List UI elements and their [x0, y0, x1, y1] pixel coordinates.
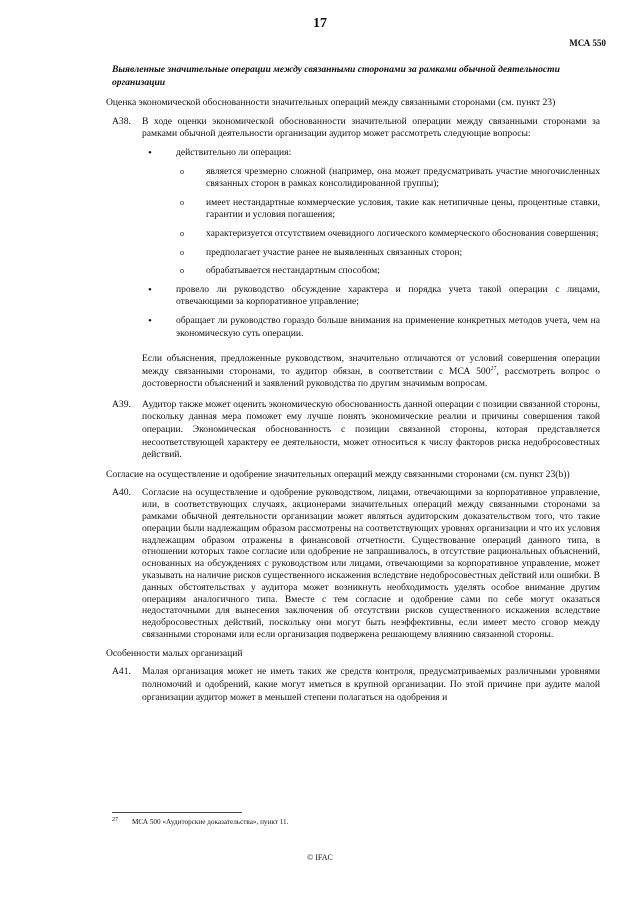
page-number: 17: [313, 16, 327, 31]
subheading-approval: Согласие на осуществление и одобрение значительных операций между связанными сторонами (см. пункт 23(b)): [106, 468, 570, 480]
paragraph-number: A40.: [112, 487, 131, 499]
continuation-part: Если объяснения, предложенные руководством, значительно отличаются от условий совершения операции между связанными сторонами, то аудитор обязан, в соответствии с МСА 500: [142, 353, 600, 377]
paragraph-text: Согласие на осуществление и одобрение руководством, лицами, отвечающими за корпоративное управление, или, в соответствующих случаях, акционерами значительных операций между связанными сторонами за рамками обычной деятельности организации может являться аудиторским доказательством того, что такие операции были надлежащим образом рассмотрены на соответствующих уровнях организации и что их условия надлежащим образом отражены в финансовой отчетности. Существование операций данного типа, в отношении которых такое согласие или одобрение не запрашивалось, в отсутствие рациональных объяснений, основанных на обсуждениях с руководством или лицами, отвечающими за корпоративное управление, может указывать на наличие рисков существенного искажения вследствие недобросовестных действий или ошибки. В данных обстоятельствах у аудитора может возникнуть необходимость уделять особое внимание другим операциям аналогичного типа. Вместе с тем согласие и одобрение сами по себе могут оказаться недостаточными для вынесения заключения об отсутствии рисков существенного искажения вследствие недобросовестных действий, поскольку они могут быть неэффективны, если имеет место сговор между связанными сторонами или если организация подвержена решающему влиянию связанной стороны.: [142, 487, 600, 640]
footnote-ref: 27: [490, 365, 497, 372]
bullet-item: • провело ли руководство обсуждение характера и порядка учета такой операции с лицами, отвечающими за корпоративное управление;: [142, 284, 600, 309]
copyright-footer: © IFAC: [307, 853, 333, 862]
sub-list: [176, 166, 600, 278]
paragraph-a41: [112, 666, 600, 704]
paragraph-a39: [112, 399, 600, 462]
bullet-list: [142, 147, 600, 340]
bullet-item: [142, 147, 600, 278]
sub-item: o является чрезмерно сложной (например, она может предусматривать участие многочисленных связанных сторон в рамках консолидированной группы);: [176, 166, 600, 191]
bullet-item: • обращает ли руководство гораздо больше внимания на применение конкретных методов учета, чем на экономическую суть операции.: [142, 315, 600, 340]
subheading-economic-rationale: Оценка экономической обоснованности значительных операций между связанными сторонами (см. пункт 23): [106, 97, 556, 109]
paragraph-number: A41.: [112, 666, 131, 678]
subheading-small-entities: Особенности малых организаций: [106, 647, 243, 659]
paragraph-a38: [112, 116, 600, 346]
sub-item: o обрабатывается нестандартным способом;: [176, 265, 600, 278]
continuation-text: [142, 353, 600, 391]
continuation-part: , рассмотреть вопрос о достоверности объяснений и заявлений руководства по другим значимым вопросам.: [142, 365, 600, 390]
paragraph-number: A38.: [112, 115, 131, 127]
footnote-number: 27: [112, 816, 118, 823]
footnote-divider: [112, 812, 242, 813]
sub-item: o характеризуется отсутствием очевидного логического коммерческого обоснования совершения;: [176, 228, 600, 241]
footnote-text: МСА 500 «Аудиторские доказательства», пункт 11.: [132, 818, 289, 826]
document-code: МСА 550: [569, 38, 606, 48]
bullet-text: действительно ли операция:: [176, 146, 292, 158]
paragraph-number: A39.: [112, 398, 131, 410]
paragraph-text: Аудитор также может оценить экономическую обоснованность данной операции с позиции связанной стороны, поскольку данная мера поможет ему лучше понять экономические реалии и причины совершения такой операции. Экономическая обоснованность с позиции связанной стороны, которая представляется несоответствующей характеру ее деятельности, может относиться к числу факторов риска недобросовестных действий.: [142, 398, 600, 461]
footnote: [112, 818, 288, 826]
section-title: Выявленные значительные операции между связанными сторонами за рамками обычной деятельности организации: [112, 64, 560, 88]
paragraph-a40: [112, 487, 600, 640]
sub-item: o предполагает участие ранее не выявленных связанных сторон;: [176, 247, 600, 260]
paragraph-text: Малая организация может не иметь таких же средств контроля, предусматриваемых различными уровнями полномочий и одобрений, какие могут иметься в крупной организации. По этой причине при аудите малой организации аудитор может в меньшей степени полагаться на одобрения и: [142, 666, 600, 703]
paragraph-text: В ходе оценки экономической обоснованности значительной операции между связанными сторонами за рамками обычной деятельности организации аудитор может рассмотреть следующие вопросы:: [142, 115, 600, 140]
page-content: [106, 64, 600, 711]
sub-item: o имеет нестандартные коммерческие условия, такие как нетипичные цены, процентные ставки, гарантии и условия погашения;: [176, 197, 600, 222]
